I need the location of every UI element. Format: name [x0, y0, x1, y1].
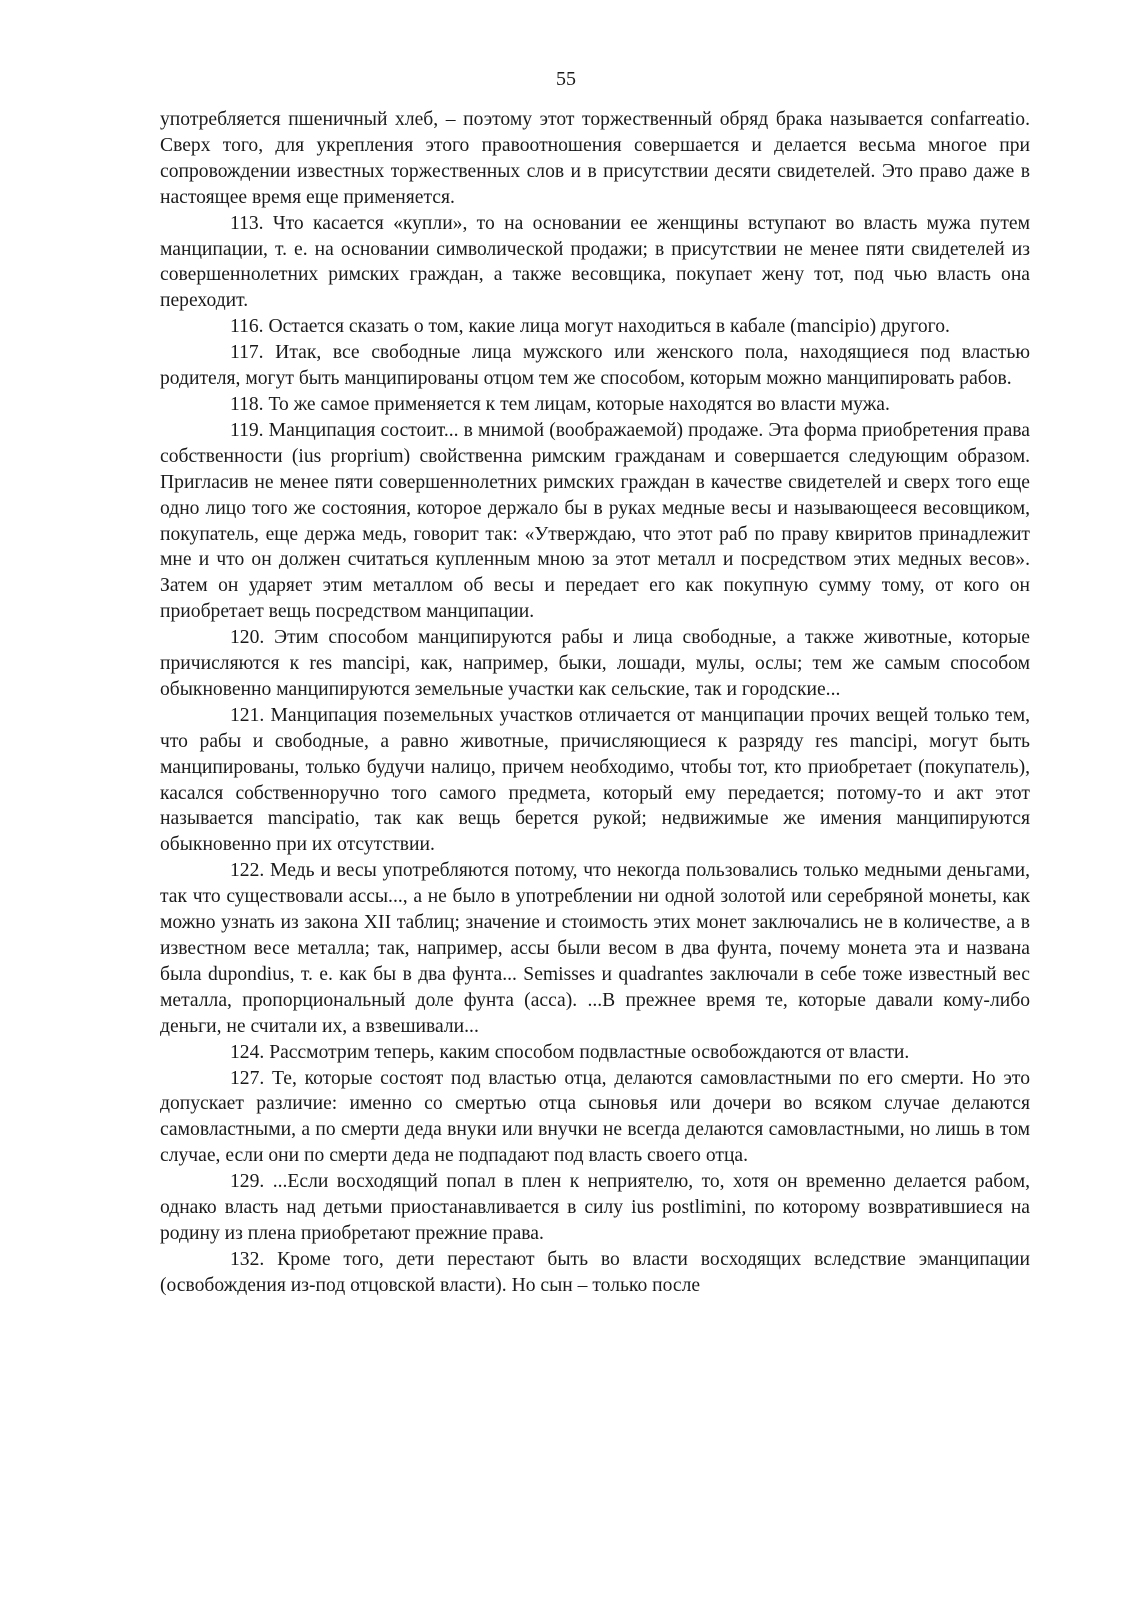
paragraph-113: 113. Что касается «купли», то на основании ее женщины вступают во власть мужа путем манципации, т. е. на основании символической продажи; в присутствии не менее пяти свидетелей из совершеннолетних римских граждан, а также весовщика, покупает жену тот, под чью власть она переходит. — [160, 212, 1030, 312]
paragraph-132: 132. Кроме того, дети перестают быть во власти восходящих вследствие эманципации (освобождения из-под отцовской власти). Но сын – только после — [160, 1248, 1030, 1296]
body-text — [160, 107, 1030, 1299]
paragraph-116: 116. Остается сказать о том, какие лица могут находиться в кабале (mancipio) другого. — [230, 316, 950, 338]
paragraph-124: 124. Рассмотрим теперь, каким способом подвластные освобождаются от власти. — [230, 1041, 910, 1063]
paragraph-118: 118. То же самое применяется к тем лицам, которые находятся во власти мужа. — [230, 393, 890, 415]
paragraph-121: 121. Манципация поземельных участков отличается от манципации прочих вещей только тем, что рабы и свободные, а равно животные, причисляющиеся к разряду res mancipi, могут быть манципированы, только будучи налицо, причем необходимо, чтобы тот, кто приобретает (покупатель), касался собственноручно того самого предмета, который ему передается; потому-то и акт этот называется mancipatio, так как вещь берется рукой; недвижимые же имения манципируются обыкновенно при их отсутствии. — [160, 704, 1030, 856]
paragraph-127: 127. Те, которые состоят под властью отца, делаются самовластными по его смерти. Но это допускает различие: именно со смертью отца сыновья или дочери во всяком случае делаются самовластными, а по смерти деда внуки или внучки не всегда делаются самовластными, но лишь в том случае, если они по смерти деда не подпадают под власть своего отца. — [160, 1067, 1030, 1167]
paragraph-119: 119. Манципация состоит... в мнимой (воображаемой) продаже. Эта форма приобретения права собственности (ius proprium) свойственна римским гражданам и совершается следующим образом. Пригласив не менее пяти совершеннолетних римских граждан в качестве свидетелей и сверх того еще одно лицо того же состояния, которое держало бы в руках медные весы и называющееся весовщиком, покупатель, еще держа медь, говорит так: «Утверждаю, что этот раб по праву квиритов принадлежит мне и что он должен считаться купленным мною за этот металл и посредством этих медных весов». Затем он ударяет этим металлом об весы и передает его как покупную сумму тому, от кого он приобретает вещь посредством манципации. — [160, 419, 1030, 623]
paragraph-129: 129. ...Если восходящий попал в плен к неприятелю, то, хотя он временно делается рабом, однако власть над детьми приостанавливается в силу ius postlimini, по которому возвратившиеся на родину из плена приобретают прежние права. — [160, 1171, 1030, 1244]
paragraph-117: 117. Итак, все свободные лица мужского или женского пола, находящиеся под властью родителя, могут быть манципированы отцом тем же способом, которым можно манципировать рабов. — [160, 342, 1030, 390]
paragraph-120: 120. Этим способом манципируются рабы и лица свободные, а также животные, которые причисляются к res mancipi, как, например, быки, лошади, мулы, ослы; тем же самым способом обыкновенно манципируются земельные участки как сельские, так и городские... — [160, 627, 1030, 700]
paragraph-122: 122. Медь и весы употребляются потому, что некогда пользовались только медными деньгами, так что существовали ассы..., а не было в употреблении ни одной золотой или серебряной монеты, как можно узнать из закона XII таблиц; значение и стоимость этих монет заключались не в количестве, а в известном весе металла; так, например, ассы были весом в два фунта, почему монета эта и названа была dupondius, т. е. как бы в два фунта... Semisses и quadrantes заключали в себе тоже известный вес металла, пропорциональный доле фунта (асса). ...В прежнее время те, которые давали кому-либо деньги, не считали их, а взвешивали... — [160, 860, 1030, 1037]
page-number: 55 — [556, 68, 576, 90]
paragraph-continuation: употребляется пшеничный хлеб, – поэтому этот торжественный обряд брака называется confarreatio. Сверх того, для укрепления этого правоотношения совершается и делается весьма многое при сопровождении известных торжественных слов и в присутствии десяти свидетелей. Это право даже в настоящее время еще применяется. — [160, 109, 1030, 208]
